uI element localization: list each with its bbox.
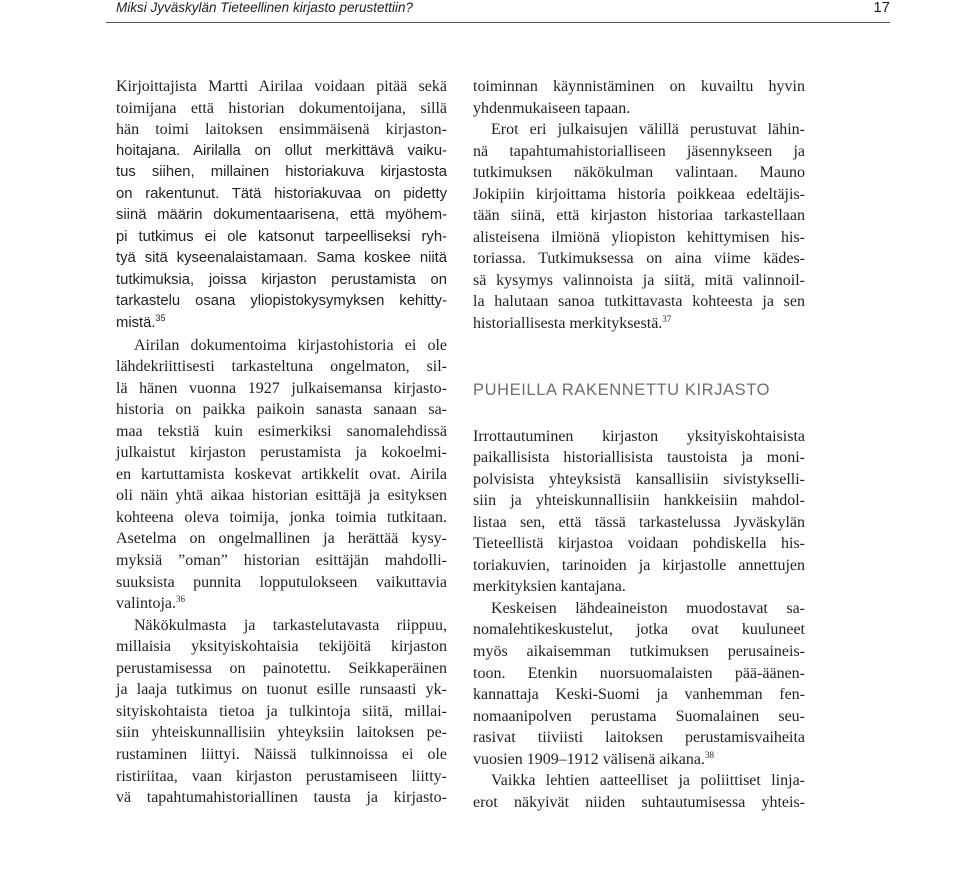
text-line-content: historia on paikka paikoin sanasta sanaan sa- xyxy=(116,401,447,419)
text-line xyxy=(116,313,447,335)
page-number: 17 xyxy=(873,0,890,16)
footnote-ref: 35 xyxy=(155,313,166,324)
text-line xyxy=(116,291,447,313)
text-line xyxy=(473,727,805,749)
text-line-content: tyä sitä kyseenalaistamaan. Sama koskee niitä xyxy=(116,250,447,267)
text-line-content: nomaanipolven perustama Suomalainen seu- xyxy=(473,707,805,725)
footnote-ref: 37 xyxy=(662,314,672,325)
text-line xyxy=(116,98,447,120)
text-line-content: sityiskohtaista tietoa ja tulkintoja siitä, millai- xyxy=(116,702,447,720)
text-line xyxy=(473,313,805,335)
text-line-content: lä hänen vuonna 1927 julkaisemansa kirjasto- xyxy=(116,379,447,397)
text-line xyxy=(116,507,447,529)
text-line xyxy=(473,490,805,512)
text-line-content: toimijana että historian dokumentoijana, sillä xyxy=(116,99,447,117)
text-line-content: Asetelma on ongelmallinen ja herättää kysy- xyxy=(116,530,447,548)
text-line-content: lähdekriittisesti tarkasteltuna ongelmaton, sil- xyxy=(116,358,447,376)
text-line xyxy=(116,787,447,809)
text-line-content: alisteisena ilmiönä yliopiston kehittymisen his- xyxy=(473,228,805,246)
text-line xyxy=(116,485,447,507)
text-line-content: nä tapahtumahistorialliseen jäsennykseen ja xyxy=(473,142,805,160)
text-line xyxy=(116,141,447,163)
text-line-content: Kirjoittajista Martti Airilaa voidaan pitää sekä xyxy=(116,78,447,95)
text-line xyxy=(116,722,447,744)
text-line xyxy=(473,619,805,641)
text-line-content: ja laaja tutkimus on tuonut esille runsaasti yk- xyxy=(116,681,447,699)
text-line xyxy=(116,399,447,421)
text-line xyxy=(473,533,805,555)
text-line-content: vuosien 1909–1912 välisenä aikana. xyxy=(473,750,705,768)
text-line xyxy=(116,205,447,227)
text-line-content: siinä määrin dokumentaarisena, että myöhem- xyxy=(116,207,447,224)
text-line-content: listaa sen, että tässä tarkastelussa Jyväskylän xyxy=(473,513,805,531)
text-line-content: Erot eri julkaisujen välillä perustuvat lähin- xyxy=(491,121,805,139)
section-heading: PUHEILLA RAKENNETTU KIRJASTO xyxy=(473,380,771,399)
right-column-bottom-text xyxy=(473,426,805,814)
text-line-content: Airilan dokumentoima kirjastohistoria ei ole xyxy=(134,336,447,354)
text-line xyxy=(116,442,447,464)
text-line-content: hän toimi laitoksen ensimmäisenä kirjaston- xyxy=(116,121,447,139)
text-line-content: pi tutkimus ei ole katsonut tarpeelliseksi ryh- xyxy=(116,228,447,245)
text-line-content: merkityksien kantajana. xyxy=(473,578,626,596)
text-line-content: hoitajana. Airilalla on ollut merkittävä vaiku- xyxy=(116,142,447,159)
text-line-content: kannattaja Keski-Suomi ja vanhemman fen- xyxy=(473,686,805,704)
text-line-content: polvisista yhteyksistä kansallisiin sivistykselli- xyxy=(473,470,805,488)
text-line-content: tus siihen, millainen historiakuva kirjastosta xyxy=(116,164,447,181)
text-line xyxy=(116,162,447,184)
text-line-content: Jokipiin kirjoittama historia poikkeaa edeltäjis- xyxy=(473,185,805,203)
text-line xyxy=(116,528,447,550)
text-line xyxy=(116,744,447,766)
text-line xyxy=(116,679,447,701)
text-line xyxy=(473,512,805,534)
text-line xyxy=(473,76,805,98)
text-line xyxy=(116,658,447,680)
text-line-content: toriakuvien, tarinoiden ja kirjastolle annettujen xyxy=(473,556,805,574)
text-line xyxy=(473,141,805,163)
text-line xyxy=(116,227,447,249)
text-line-content: tutkimuksia, joissa kirjaston perustamista on xyxy=(116,271,447,288)
text-line xyxy=(116,184,447,206)
right-column xyxy=(473,76,805,813)
text-line xyxy=(473,706,805,728)
text-line-content: Näkökulmasta ja tarkastelutavasta riippuu, xyxy=(134,616,447,634)
text-line xyxy=(473,270,805,292)
text-line xyxy=(116,270,447,292)
text-line-content: toon. Etenkin nuorsuomalaisten pää-äänen- xyxy=(473,664,805,682)
text-line xyxy=(473,598,805,620)
text-line-content: tään siinä, että kirjaston historiaa tarkastellaan xyxy=(473,207,805,225)
text-line-content: perustamisessa on painotettu. Seikkaperäinen xyxy=(116,659,447,677)
text-line xyxy=(473,447,805,469)
text-line xyxy=(116,421,447,443)
text-line xyxy=(116,464,447,486)
text-line-content: en kartuttamista koskevat artikkelit ovat. Airila xyxy=(116,465,447,483)
text-line xyxy=(473,770,805,792)
text-line-content: ristiriitaa, vaan kirjaston perustamiseen liitty- xyxy=(116,767,447,785)
running-title: Miksi Jyväskylän Tieteellinen kirjasto perustettiin? xyxy=(116,0,413,15)
text-line xyxy=(473,469,805,491)
text-line-content: tarkastelu osana yliopistokysymyksen kehitty- xyxy=(116,293,447,310)
text-line xyxy=(116,76,447,98)
text-line xyxy=(116,572,447,594)
text-line xyxy=(473,684,805,706)
text-line xyxy=(473,555,805,577)
text-line xyxy=(116,550,447,572)
text-line xyxy=(473,227,805,249)
text-line-content: julkaistut kirjaston perustamista ja kokoelmi- xyxy=(116,444,447,462)
text-line xyxy=(473,119,805,141)
page-header xyxy=(0,0,960,38)
text-line-content: toiminnan käynnistäminen on kuvailtu hyvin xyxy=(473,78,805,95)
text-line-content: suuksista punnita lopputulokseen vaikuttavia xyxy=(116,573,447,591)
text-line-content: yhdenmukaiseen tapaan. xyxy=(473,99,631,117)
text-line xyxy=(116,636,447,658)
text-line-content: maa tekstiä kuin esimerkiksi sanomalehdissä xyxy=(116,422,447,440)
text-line-content: millaisia yksityiskohtaisia tekijöitä kirjaston xyxy=(116,638,447,656)
text-line-content: oli näin yhtä aikaa historian esittäjä ja esityksen xyxy=(116,487,447,505)
left-column xyxy=(116,76,447,809)
text-line-content: erot näkyivät niiden suhtautumisessa yhteis- xyxy=(473,793,805,811)
text-line-content: myös aikaisemman tutkimuksen perusaineis- xyxy=(473,643,805,661)
text-line-content: Tieteellistä kirjastoa voidaan pohdiskella his- xyxy=(473,535,805,553)
text-line-content: Keskeisen lähdeaineiston muodostavat sa- xyxy=(491,599,805,617)
text-line xyxy=(116,615,447,637)
text-line xyxy=(473,162,805,184)
text-line-content: siin ja yhteiskunnallisiin hankkeisiin mahdol- xyxy=(473,492,805,510)
header-rule xyxy=(106,22,890,23)
text-line-content: la halutaan sanoa tutkittavasta kohteesta ja sen xyxy=(473,293,805,311)
text-line-content: siin yhteiskunnallisiin yhteyksiin laitoksen pe- xyxy=(116,724,447,742)
text-line xyxy=(473,576,805,598)
text-line xyxy=(116,701,447,723)
text-line-content: mistä. xyxy=(116,315,156,332)
text-line xyxy=(116,593,447,615)
text-line xyxy=(116,356,447,378)
text-line xyxy=(473,248,805,270)
text-line-content: toriassa. Tutkimuksessa on aina viime kädes- xyxy=(473,250,805,268)
text-line xyxy=(116,766,447,788)
text-line-content: nomalehtikeskustelut, jotka ovat kuuluneet xyxy=(473,621,805,639)
text-line-content: tutkimuksen näkökulman valintaan. Mauno xyxy=(473,164,805,182)
text-line-content: on rakentunut. Tätä historiakuvaa on pidetty xyxy=(116,185,447,202)
footnote-ref: 38 xyxy=(704,749,714,760)
text-line-content: vä tapahtumahistoriallinen tausta ja kirjasto- xyxy=(116,789,447,807)
right-column-top-text xyxy=(473,76,805,335)
text-line-content: myksiä ”oman” historian esittäjän mahdolli- xyxy=(116,552,447,570)
text-line xyxy=(473,426,805,448)
text-line-content: rustaminen liittyi. Näissä tulkinnoissa ei ole xyxy=(116,745,447,763)
text-line xyxy=(116,378,447,400)
text-line-content: valintoja. xyxy=(116,595,176,613)
text-line-content: Irrottautuminen kirjaston yksityiskohtaisista xyxy=(473,427,805,445)
text-line xyxy=(473,184,805,206)
text-line xyxy=(473,749,805,771)
text-line-content: rasivat tiiviisti laitoksen perustamisvaiheita xyxy=(473,729,805,747)
text-line-content: historiallisesta merkityksestä. xyxy=(473,315,663,333)
text-line-content: paikallisista historiallisista taustoista ja moni- xyxy=(473,449,805,467)
text-line-content: kohteena oleva toimija, jonka toimia tutkitaan. xyxy=(116,508,447,526)
text-line xyxy=(473,792,805,814)
text-line xyxy=(473,663,805,685)
text-line xyxy=(116,119,447,141)
text-line-content: sä kysymys valinnoista ja siitä, mitä valinnoil- xyxy=(473,271,805,289)
text-line xyxy=(473,291,805,313)
text-line xyxy=(116,335,447,357)
text-line xyxy=(473,98,805,120)
text-line xyxy=(473,641,805,663)
footnote-ref: 36 xyxy=(175,594,185,605)
text-line-content: Vaikka lehtien aatteelliset ja poliittiset linja- xyxy=(491,772,805,790)
text-line xyxy=(116,248,447,270)
text-line xyxy=(473,205,805,227)
